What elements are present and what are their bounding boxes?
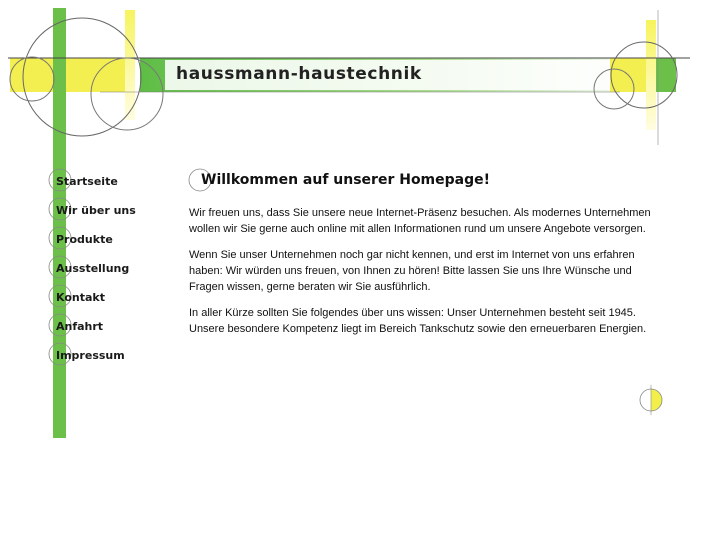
nav-kontakt[interactable]: Kontakt [56,291,105,304]
nav-wir-ueber-uns[interactable]: Wir über uns [56,204,136,217]
footer-decoration [520,385,670,415]
nav-produkte[interactable]: Produkte [56,233,113,246]
green-block-right [656,58,676,92]
nav-ausstellung[interactable]: Ausstellung [56,262,130,275]
nav-anfahrt[interactable]: Anfahrt [56,320,104,333]
nav-impressum[interactable]: Impressum [56,349,125,362]
about-paragraph: In aller Kürze sollten Sie folgendes über uns wissen: Unser Unternehmen besteht seit 1945. Unsere besondere Kompetenz liegt im Bereich Tankschutz sowie den erneuerbaren Energien. [189,307,647,335]
main-content [189,205,659,347]
page-heading: Willkommen auf unserer Homepage! [201,172,491,188]
nav-startseite[interactable]: Startseite [56,175,118,188]
intro-paragraph: Wir freuen uns, dass Sie unsere neue Internet-Präsenz besuchen. Als modernes Unternehmen wollen wir Sie gerne auch online mit allen Informationen rund um unsere Angebote versorgen. [189,207,651,235]
site-brand-title: haussmann-haustechnik [176,64,422,84]
yellow-bar-vertical [125,10,135,120]
contact-paragraph: Wenn Sie unser Unternehmen noch gar nicht kennen, und erst im Internet von uns erfahren haben: Wir würden uns freuen, von Ihnen zu hören! Bitte lassen Sie uns Ihre Wünsche und Fragen wissen, gerne beraten wir Sie ausführlich. [189,249,635,293]
yellow-bar-right [646,20,656,130]
green-stripe-vertical [53,8,66,438]
